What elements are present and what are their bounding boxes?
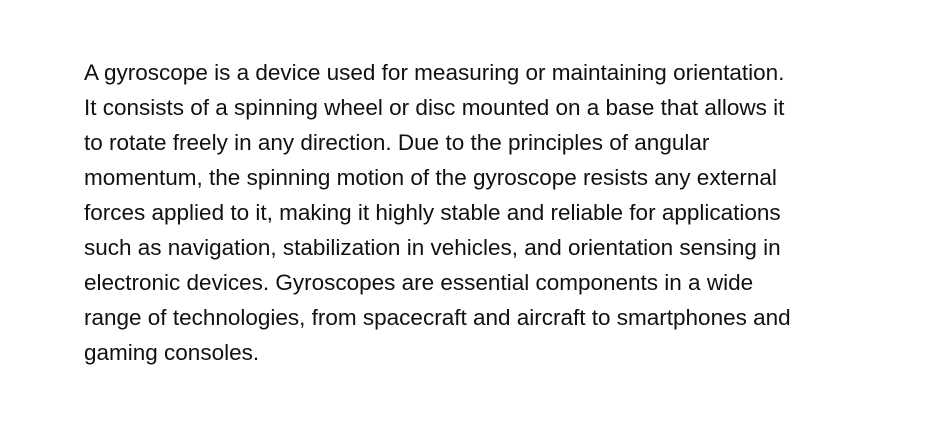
- body-paragraph: [84, 55, 884, 370]
- paragraph-line-8: range of technologies, from spacecraft and aircraft to smartphones and: [84, 305, 791, 330]
- paragraph-line-9: gaming consoles.: [84, 340, 260, 365]
- paragraph-line-1: A gyroscope is a device used for measuring or maintaining orientation.: [84, 60, 785, 85]
- paragraph-line-6: such as navigation, stabilization in vehicles, and orientation sensing in: [84, 235, 781, 260]
- paragraph-line-7: electronic devices. Gyroscopes are essential components in a wide: [84, 270, 754, 295]
- paragraph-line-4: momentum, the spinning motion of the gyroscope resists any external: [84, 165, 777, 190]
- paragraph-line-3: to rotate freely in any direction. Due to the principles of angular: [84, 130, 710, 155]
- paragraph-line-2: It consists of a spinning wheel or disc mounted on a base that allows it: [84, 95, 785, 120]
- paragraph-line-5: forces applied to it, making it highly stable and reliable for applications: [84, 200, 781, 225]
